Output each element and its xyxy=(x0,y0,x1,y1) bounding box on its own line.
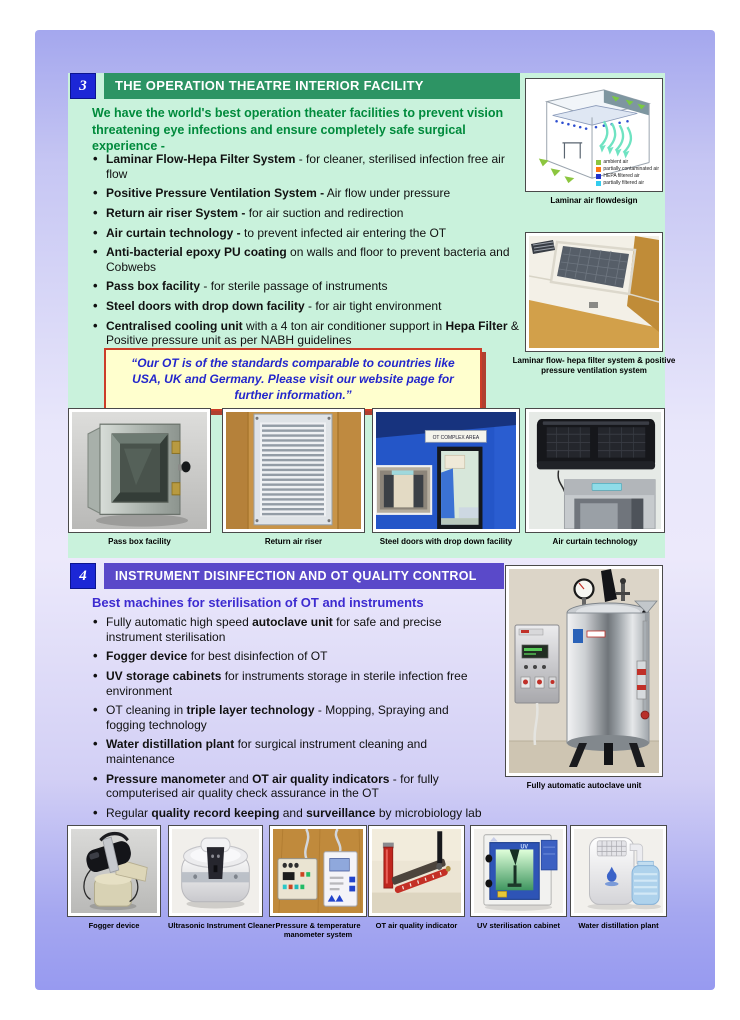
bullet-item: • Positive Pressure Ventilation System - Air flow under pressure xyxy=(92,186,522,201)
section-3-badge xyxy=(70,73,96,99)
ultrasonic-cleaner-photo xyxy=(172,829,259,913)
steel-doors-photo-box xyxy=(372,408,520,533)
distiller-caption: Water distillation plant xyxy=(578,921,659,930)
autoclave-photo-box xyxy=(505,565,663,777)
hepa-filter-photo xyxy=(529,236,659,348)
legend-label: partially contaminated air xyxy=(603,166,659,172)
section-3-header-bar xyxy=(104,73,520,99)
air-curtain-photo-box xyxy=(525,408,665,533)
fogger-photo-box xyxy=(67,825,161,917)
fogger-caption: Fogger device xyxy=(88,921,140,930)
pass-box-photo-box xyxy=(68,408,211,533)
bullet-item: • Centralised cooling unit with a 4 ton air conditioner support in Hepa Filter & Positive pressure unit as per NABH guidelines xyxy=(92,319,522,348)
return-riser-caption: Return air riser xyxy=(264,537,323,546)
section-4-bullet-list xyxy=(92,615,488,826)
water-distiller-photo xyxy=(574,829,663,913)
bullet-item: • Steel doors with drop down facility - for air tight environment xyxy=(92,299,522,314)
steel-doors-photo xyxy=(376,412,516,529)
manometer-caption: Pressure & temperature manometer system xyxy=(275,921,361,940)
bullet-item: • Return air riser System - for air suction and redirection xyxy=(92,206,522,221)
fogger-photo xyxy=(71,829,157,913)
air-quality-photo-box xyxy=(368,825,465,917)
quote-text: “Our OT is of the standards comparable to countries like USA, UK and Germany. Please visit our website page for further information.” xyxy=(131,356,455,403)
flow-legend xyxy=(596,159,659,187)
hepa-filter-caption: Laminar flow- hepa filter system & positive pressure ventilation system xyxy=(512,356,676,375)
laminar-flowdesign-caption: Laminar air flowdesign xyxy=(550,196,638,205)
bullet-item: • OT cleaning in triple layer technology - Mopping, Spraying and fogging technology xyxy=(92,703,488,732)
section-4-subtitle: Best machines for sterilisation of OT and instruments xyxy=(92,595,424,610)
legend-swatch xyxy=(596,167,601,172)
bullet-item: • Regular quality record keeping and surveillance by microbiology lab xyxy=(92,806,488,821)
hepa-filter-photo-box xyxy=(525,232,663,352)
section-4-title: INSTRUMENT DISINFECTION AND OT QUALITY CONTROL xyxy=(115,569,477,583)
uv-cabinet-caption: UV sterilisation cabinet xyxy=(477,921,560,930)
bullet-item: • Fully automatic high speed autoclave unit for safe and precise instrument sterilisation xyxy=(92,615,488,644)
bullet-item: • Air curtain technology - to prevent infected air entering the OT xyxy=(92,226,522,241)
pass-box-photo xyxy=(72,412,207,529)
laminar-flowdesign-box xyxy=(525,78,663,192)
ot-complex-area-sign: OT COMPLEX AREA xyxy=(432,434,480,442)
legend-row xyxy=(596,180,659,187)
air-curtain-photo xyxy=(529,412,661,529)
return-riser-photo-box xyxy=(222,408,365,533)
quote-box xyxy=(104,348,482,411)
manometer-photo-box xyxy=(269,825,367,917)
legend-row xyxy=(596,166,659,173)
legend-row xyxy=(596,159,659,166)
section-3-title: THE OPERATION THEATRE INTERIOR FACILITY xyxy=(115,78,424,93)
legend-swatch xyxy=(596,174,601,179)
legend-row xyxy=(596,173,659,180)
autoclave-photo xyxy=(509,569,659,773)
autoclave-caption: Fully automatic autoclave unit xyxy=(526,781,642,790)
air-quality-caption: OT air quality indicator xyxy=(375,921,458,930)
air-curtain-caption: Air curtain technology xyxy=(552,537,638,546)
distiller-photo-box xyxy=(570,825,667,917)
legend-label: ambient air xyxy=(603,159,629,165)
uv-cabinet-photo xyxy=(474,829,563,913)
legend-swatch xyxy=(596,160,601,165)
ultrasonic-caption: Ultrasonic Instrument Cleaner xyxy=(168,921,276,930)
air-quality-indicator-photo xyxy=(372,829,461,913)
return-riser-photo xyxy=(226,412,361,529)
uv-cabinet-photo-box xyxy=(470,825,567,917)
legend-label: partially filtered air xyxy=(603,180,644,186)
pass-box-caption: Pass box facility xyxy=(108,537,171,546)
ultrasonic-photo-box xyxy=(168,825,263,917)
legend-label: HEPA filtered air xyxy=(603,173,640,179)
steel-doors-caption: Steel doors with drop down facility xyxy=(379,537,513,546)
legend-swatch xyxy=(596,181,601,186)
section-4-badge xyxy=(70,563,96,589)
section-4-header-bar xyxy=(104,563,504,589)
bullet-item: • Pass box facility - for sterile passage of instruments xyxy=(92,279,522,294)
manometer-photo xyxy=(273,829,363,913)
section-3-number: 3 xyxy=(79,78,87,94)
section-4-number: 4 xyxy=(79,568,87,584)
bullet-item: • Water distillation plant for surgical instrument cleaning and maintenance xyxy=(92,737,488,766)
section-3-intro: We have the world's best operation theater facilities to prevent vision threatening eye infections and ensure completely safe surgical experience - xyxy=(92,106,504,153)
bullet-item: • Pressure manometer and OT air quality indicators - for fully computerised air quality check assurance in the OT xyxy=(92,772,488,801)
bullet-item: • Laminar Flow-Hepa Filter System - for cleaner, sterilised infection free air flow xyxy=(92,152,522,181)
bullet-item: • Anti-bacterial epoxy PU coating on walls and floor to prevent bacteria and Cobwebs xyxy=(92,245,522,274)
uv-label: UV xyxy=(520,844,529,851)
section-3-bullet-list xyxy=(92,152,522,353)
bullet-item: • Fogger device for best disinfection of OT xyxy=(92,649,488,664)
bullet-item: • UV storage cabinets for instruments storage in sterile infection free environment xyxy=(92,669,488,698)
